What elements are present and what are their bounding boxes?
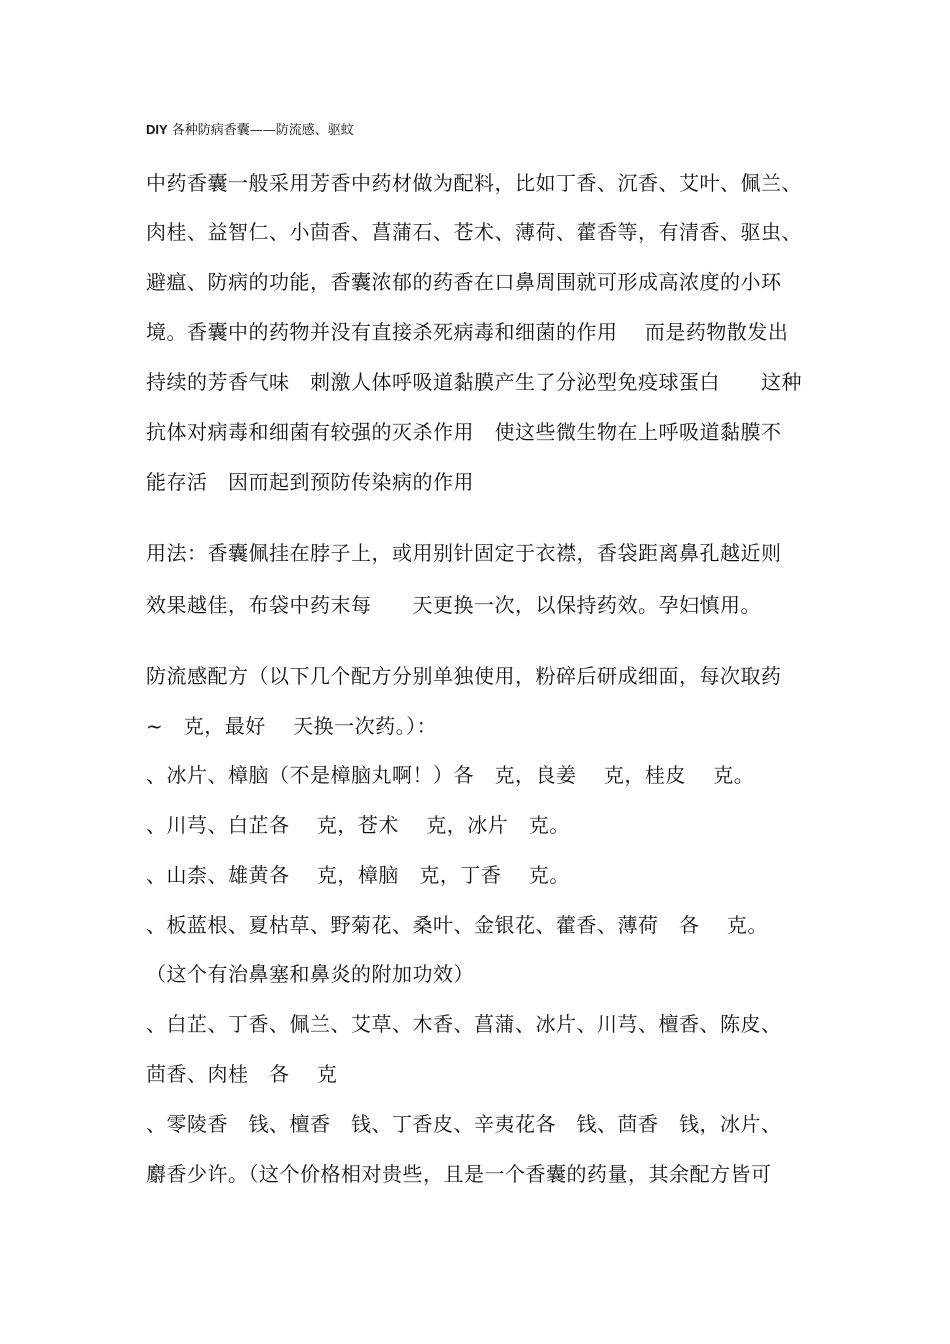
formula-item: 、川芎、白芷各 克，苍术 克，冰片 克。 xyxy=(146,813,570,837)
document-title xyxy=(146,122,354,139)
paragraph-line: 中药香囊一般采用芳香中药材做为配料，比如丁香、沉香、艾叶、佩兰、 xyxy=(146,171,802,195)
formula-item: 、零陵香 钱、檀香 钱、丁香皮、辛夷花各 钱、茴香 钱，冰片、 xyxy=(146,1112,782,1136)
usage-line: 效果越佳，布袋中药末每 天更换一次，以保持药效。孕妇慎用。 xyxy=(146,593,761,617)
formula-item: 、冰片、樟脑（不是樟脑丸啊！）各 克，良姜 克，桂皮 克。 xyxy=(146,763,755,787)
formula-intro-line: ~ 克，最好 天换一次药。）： xyxy=(146,714,438,738)
paragraph-line: 抗体对病毒和细菌有较强的灭杀作用 使这些微生物在上呼吸道黏膜不 xyxy=(146,420,782,444)
paragraph-line: 能存活 因而起到预防传染病的作用 xyxy=(146,470,474,494)
paragraph-line: 避瘟、防病的功能，香囊浓郁的药香在口鼻周围就可形成高浓度的小环 xyxy=(146,270,782,294)
formula-item: 、板蓝根、夏枯草、野菊花、桑叶、金银花、藿香、薄荷 各 克。 xyxy=(146,913,768,937)
title-latin: DIY xyxy=(146,122,168,137)
formula-note: （这个有治鼻塞和鼻炎的附加功效） xyxy=(146,962,474,986)
usage-line: 用法：香囊佩挂在脖子上，或用别针固定于衣襟，香袋距离鼻孔越近则 xyxy=(146,541,782,565)
formula-item: 麝香少许。（这个价格相对贵些，且是一个香囊的药量，其余配方皆可 xyxy=(146,1162,772,1186)
paragraph-line: 肉桂、益智仁、小茴香、菖蒲石、苍术、薄荷、藿香等，有清香、驱虫、 xyxy=(146,220,802,244)
formula-item: 、山柰、雄黄各 克，樟脑 克，丁香 克。 xyxy=(146,863,570,887)
paragraph-line: 持续的芳香气味 刺激人体呼吸道黏膜产生了分泌型免疫球蛋白 这种 xyxy=(146,370,802,394)
title-text: 各种防病香囊——防流感、驱蚊 xyxy=(167,123,354,138)
paragraph-line: 境。香囊中的药物并没有直接杀死病毒和细菌的作用 而是药物散发出 xyxy=(146,320,789,344)
formula-item: 、白芷、丁香、佩兰、艾草、木香、菖蒲、冰片、川芎、檀香、陈皮、 xyxy=(146,1012,782,1036)
formula-intro-line: 防流感配方（以下几个配方分别单独使用，粉碎后研成细面，每次取药 xyxy=(146,664,782,688)
formula-item: 茴香、肉桂 各 克 xyxy=(146,1062,338,1086)
